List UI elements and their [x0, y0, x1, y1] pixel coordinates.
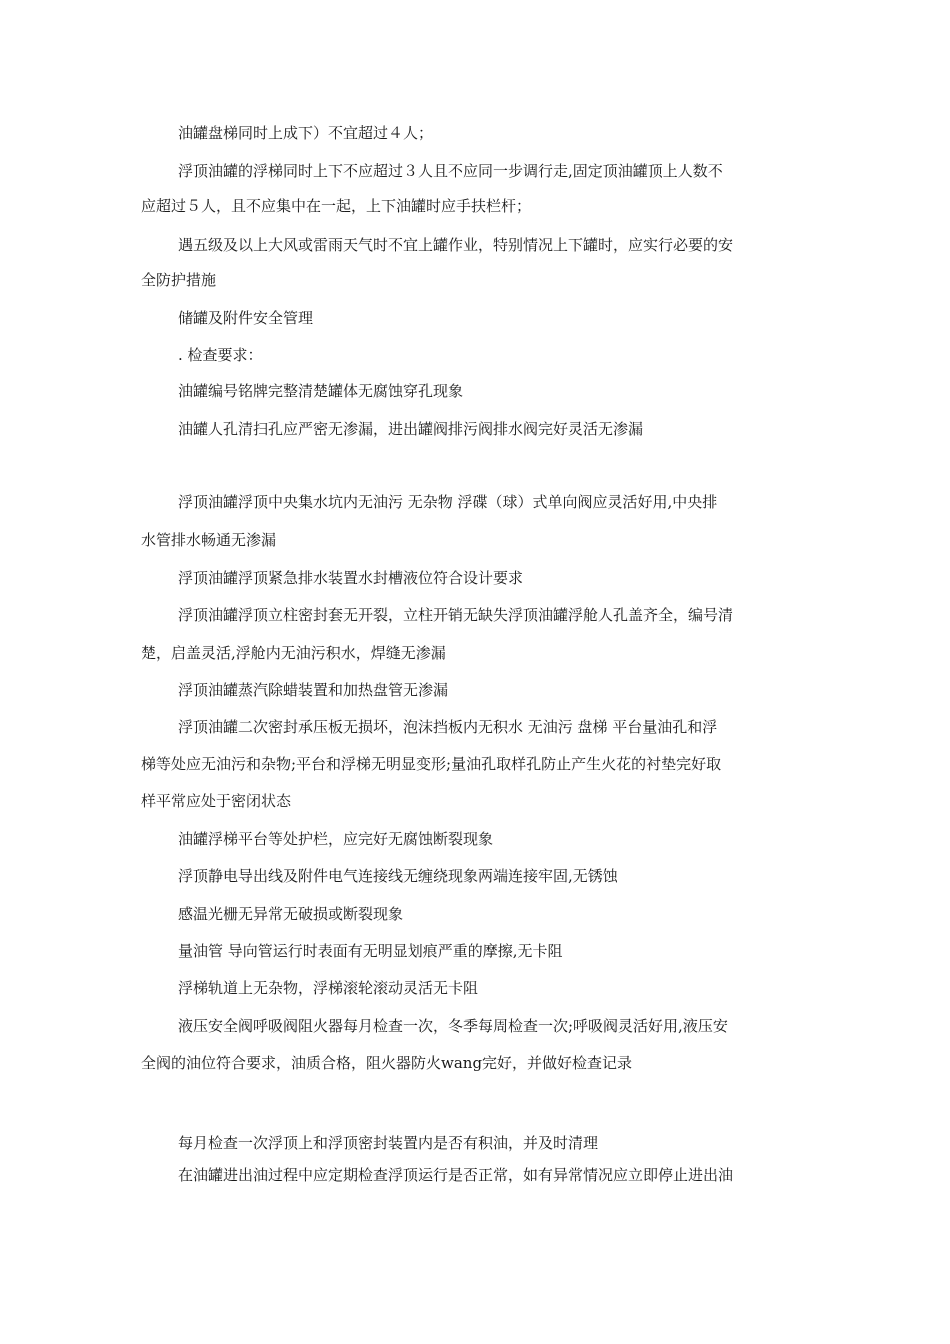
text-line: 油罐盘梯同时上成下）不宜超过４人； — [178, 124, 434, 142]
text-line: 全阀的油位符合要求，油质合格，阻火器防火wang完好，并做好检查记录 — [141, 1054, 633, 1072]
text-line: 在油罐进出油过程中应定期检查浮顶运行是否正常，如有异常情况应立即停止进出油 — [178, 1166, 734, 1184]
text-line: 感温光栅无异常无破损或断裂现象 — [178, 905, 404, 923]
text-line: 每月检查一次浮顶上和浮顶密封装置内是否有积油，并及时清理 — [178, 1134, 599, 1152]
text-line: 液压安全阀呼吸阀阻火器每月检查一次，冬季每周检查一次;呼吸阀灵活好用,液压安 — [178, 1017, 728, 1035]
text-line: 浮顶油罐的浮梯同时上下不应超过３人且不应同一步调行走,固定顶油罐顶上人数不 — [178, 162, 723, 180]
text-line: 浮顶油罐浮顶中央集水坑内无油污 无杂物 浮碟（球）式单向阀应灵活好用,中央排 — [178, 493, 718, 511]
text-line: 浮顶油罐蒸汽除蜡装置和加热盘管无渗漏 — [178, 681, 449, 699]
text-line: 水管排水畅通无渗漏 — [141, 531, 277, 549]
text-line: 楚，启盖灵活,浮舱内无油污积水，焊缝无渗漏 — [141, 644, 446, 662]
text-line: 遇五级及以上大风或雷雨天气时不宜上罐作业，特别情况上下罐时，应实行必要的安 — [178, 236, 734, 254]
text-line: 全防护措施 — [141, 271, 217, 289]
section-heading: 储罐及附件安全管理 — [178, 309, 314, 327]
text-line: 浮梯轨道上无杂物，浮梯滚轮滚动灵活无卡阻 — [178, 979, 479, 997]
text-line: 浮顶油罐浮顶立柱密封套无开裂，立柱开销无缺失浮顶油罐浮舱人孔盖齐全，编号清 — [178, 606, 734, 624]
text-line: 应超过５人，且不应集中在一起，上下油罐时应手扶栏杆； — [141, 197, 532, 215]
text-line: 油罐人孔清扫孔应严密无渗漏，进出罐阀排污阀排水阀完好灵活无渗漏 — [178, 420, 644, 438]
text-line: 浮顶油罐二次密封承压板无损坏，泡沫挡板内无积水 无油污 盘梯 平台量油孔和浮 — [178, 718, 718, 736]
text-line: 梯等处应无油污和杂物;平台和浮梯无明显变形;量油孔取样孔防止产生火花的衬垫完好取 — [141, 755, 722, 773]
text-line: 油罐编号铭牌完整清楚罐体无腐蚀穿孔现象 — [178, 382, 464, 400]
subsection-heading: . 检查要求： — [178, 346, 263, 364]
text-line: 样平常应处于密闭状态 — [141, 792, 292, 810]
text-line: 量油管 导向管运行时表面有无明显划痕严重的摩擦,无卡阻 — [178, 942, 563, 960]
text-line: 浮顶静电导出线及附件电气连接线无缠绕现象两端连接牢固,无锈蚀 — [178, 867, 618, 885]
text-line: 油罐浮梯平台等处护栏，应完好无腐蚀断裂现象 — [178, 830, 494, 848]
text-line: 浮顶油罐浮顶紧急排水装置水封槽液位符合设计要求 — [178, 569, 524, 587]
